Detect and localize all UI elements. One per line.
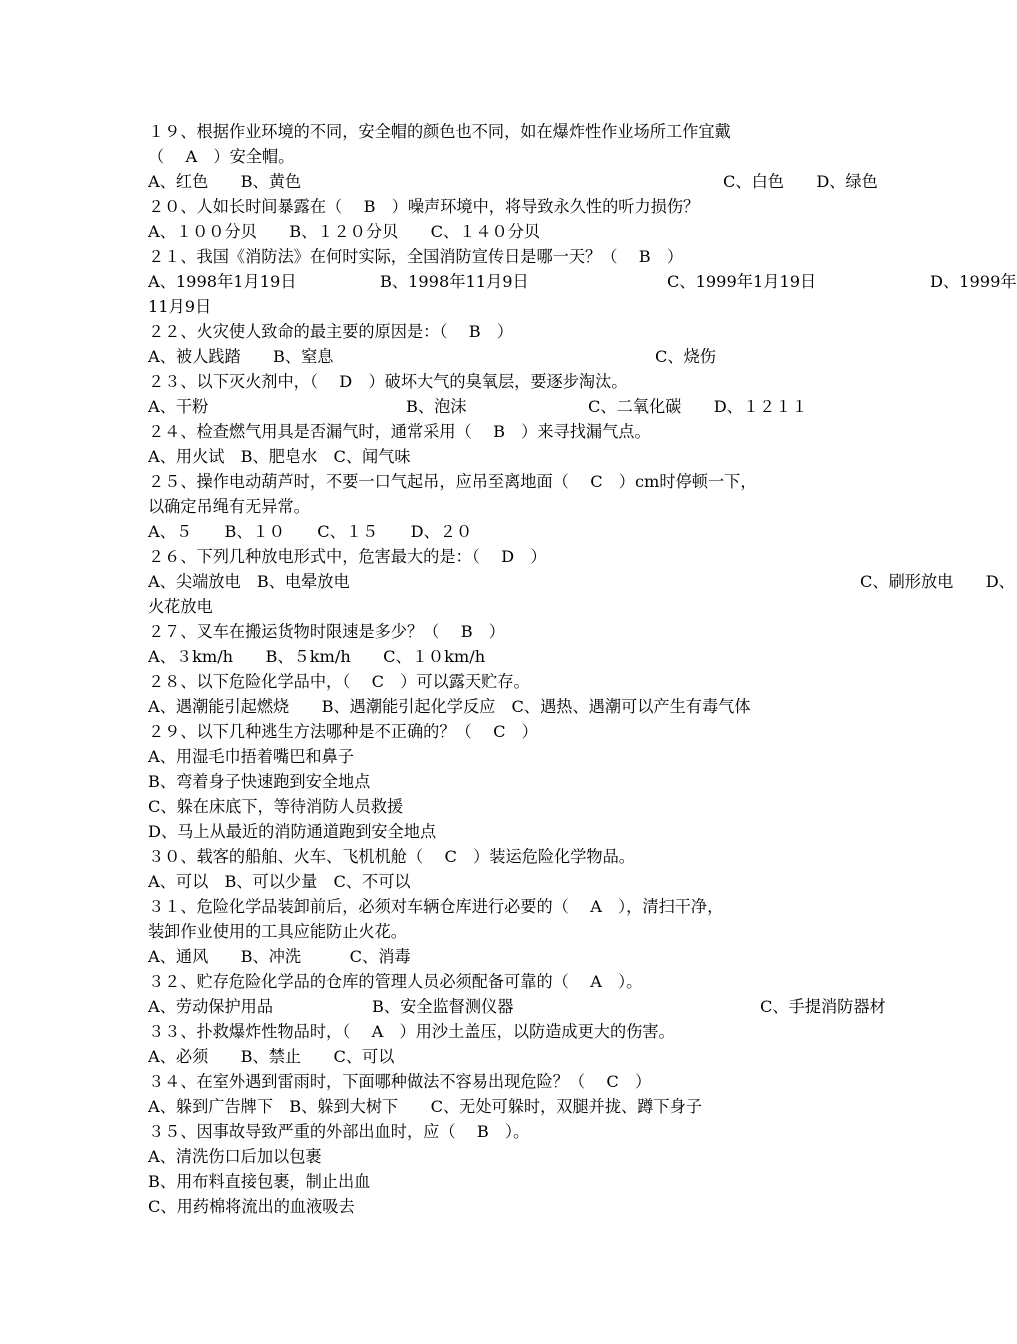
q29-option-a: A、用湿毛巾捂着嘴巴和鼻子 bbox=[148, 747, 354, 766]
question-21: ２１、我国《消防法》在何时实际，全国消防宣传日是哪一天？（ B ） bbox=[148, 247, 684, 266]
q20-options: A、１００分贝 B、１２０分贝 C、１４０分贝 bbox=[148, 222, 541, 241]
question-22: ２２、火灾使人致命的最主要的原因是：（ B ） bbox=[148, 322, 514, 341]
q22-options-ab: A、被人践踏 B、窒息 bbox=[148, 347, 334, 366]
q25-options: A、５ B、１０ C、１５ D、２０ bbox=[148, 522, 473, 541]
q26-options-cd: C、刷形放电 D、 bbox=[860, 572, 1015, 591]
q31-options: A、通风 B、冲洗 C、消毒 bbox=[148, 947, 411, 966]
question-25-cont: 以确定吊绳有无异常。 bbox=[148, 497, 310, 516]
question-35: ３５、因事故导致严重的外部出血时，应（ B ）。 bbox=[148, 1122, 530, 1141]
q26-option-d-cont: 火花放电 bbox=[148, 597, 213, 616]
question-31-cont: 装卸作业使用的工具应能防止火花。 bbox=[148, 922, 407, 941]
question-27: ２７、叉车在搬运货物时限速是多少？（ B ） bbox=[148, 622, 505, 641]
q27-options: A、３km/h B、５km/h C、１０km/h bbox=[148, 647, 486, 666]
q21-option-d-cont: 11月9日 bbox=[148, 297, 212, 316]
q35-option-b: B、用布料直接包裹，制止出血 bbox=[148, 1172, 371, 1191]
q23-option-b: B、泡沫 bbox=[406, 397, 467, 416]
q19-options-ab: A、红色 B、黄色 bbox=[148, 172, 302, 191]
q32-option-a: A、劳动保护用品 bbox=[148, 997, 274, 1016]
q30-options: A、可以 B、可以少量 C、不可以 bbox=[148, 872, 411, 891]
q21-option-d: D、1999年 bbox=[930, 272, 1017, 291]
q23-options-cd: C、二氧化碳 D、１２１１ bbox=[588, 397, 808, 416]
question-30: ３０、载客的船舶、火车、飞机机舱（ C ）装运危险化学物品。 bbox=[148, 847, 635, 866]
q23-option-a: A、干粉 bbox=[148, 397, 209, 416]
question-23: ２３、以下灭火剂中，（ D ）破坏大气的臭氧层，要逐步淘汰。 bbox=[148, 372, 628, 391]
question-19: １９、根据作业环境的不同，安全帽的颜色也不同，如在爆炸性作业场所工作宜戴 bbox=[148, 122, 731, 141]
q29-option-d: D、马上从最近的消防通道跑到安全地点 bbox=[148, 822, 437, 841]
question-24: ２４、检查燃气用具是否漏气时，通常采用（ B ）来寻找漏气点。 bbox=[148, 422, 651, 441]
question-28: ２８、以下危险化学品中，（ C ）可以露天贮存。 bbox=[148, 672, 530, 691]
q21-option-b: B、1998年11月9日 bbox=[380, 272, 529, 291]
question-34: ３４、在室外遇到雷雨时，下面哪种做法不容易出现危险？（ C ） bbox=[148, 1072, 652, 1091]
q21-option-c: C、1999年1月19日 bbox=[667, 272, 817, 291]
q29-option-c: C、躲在床底下，等待消防人员救援 bbox=[148, 797, 404, 816]
question-29: ２９、以下几种逃生方法哪种是不正确的？（ C ） bbox=[148, 722, 538, 741]
q28-options: A、遇潮能引起燃烧 B、遇潮能引起化学反应 C、遇热、遇潮可以产生有毒气体 bbox=[148, 697, 751, 716]
question-20: ２０、人如长时间暴露在（ B ）噪声环境中，将导致永久性的听力损伤？ bbox=[148, 197, 700, 216]
q24-options: A、用火试 B、肥皂水 C、闻气味 bbox=[148, 447, 411, 466]
q32-option-c: C、手提消防器材 bbox=[760, 997, 886, 1016]
question-25: ２５、操作电动葫芦时，不要一口气起吊，应吊至离地面（ C ）cm时停顿一下， bbox=[148, 472, 757, 491]
question-33: ３３、扑救爆炸性物品时，（ A ）用沙土盖压，以防造成更大的伤害。 bbox=[148, 1022, 675, 1041]
q26-options-ab: A、尖端放电 B、电晕放电 bbox=[148, 572, 350, 591]
q35-option-a: A、清洗伤口后加以包裹 bbox=[148, 1147, 322, 1166]
q29-option-b: B、弯着身子快速跑到安全地点 bbox=[148, 772, 371, 791]
question-19-cont: （ A ）安全帽。 bbox=[148, 147, 295, 166]
q19-options-cd: C、白色 D、绿色 bbox=[723, 172, 878, 191]
q32-option-b: B、安全监督测仪器 bbox=[372, 997, 514, 1016]
q33-options: A、必须 B、禁止 C、可以 bbox=[148, 1047, 395, 1066]
question-32: ３２、贮存危险化学品的仓库的管理人员必须配备可靠的（ A ）。 bbox=[148, 972, 643, 991]
question-31: ３１、危险化学品装卸前后，必须对车辆仓库进行必要的（ A ），清扫干净， bbox=[148, 897, 724, 916]
q21-option-a: A、1998年1月19日 bbox=[148, 272, 297, 291]
q22-option-c: C、烧伤 bbox=[655, 347, 716, 366]
q35-option-c: C、用药棉将流出的血液吸去 bbox=[148, 1197, 355, 1216]
q34-options: A、躲到广告牌下 B、躲到大树下 C、无处可躲时，双腿并拢、蹲下身子 bbox=[148, 1097, 702, 1116]
question-26: ２６、下列几种放电形式中，危害最大的是：（ D ） bbox=[148, 547, 547, 566]
